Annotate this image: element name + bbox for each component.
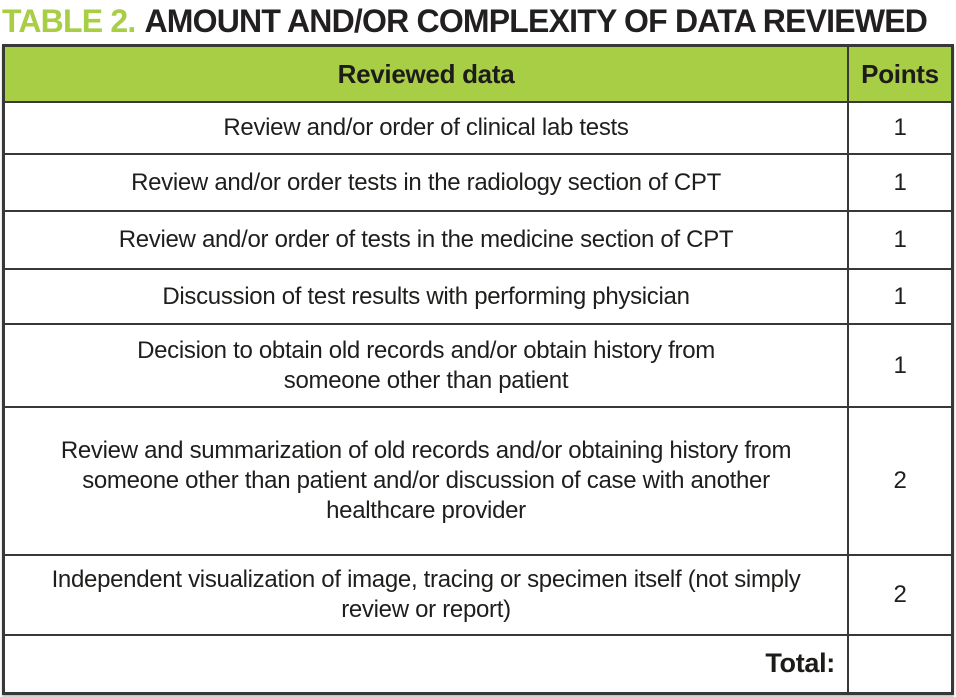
table-row: [5, 101, 951, 153]
table-header-row: [5, 47, 951, 101]
row-points: 1: [893, 168, 907, 196]
row-label-text: Independent visualization of image, tracing or specimen itself (not simply review or report): [51, 566, 801, 623]
row-label: [5, 212, 849, 268]
row-label: [5, 325, 849, 406]
row-label-text: Review and/or order tests in the radiology section of CPT: [131, 168, 721, 196]
column-header-points: Points: [861, 58, 939, 89]
row-points: 1: [893, 114, 907, 141]
row-label-text: Review and/or order of clinical lab tests: [223, 114, 629, 141]
total-row: [5, 634, 951, 692]
table-title: [0, 0, 956, 42]
row-label: [5, 155, 849, 210]
table-row: [5, 554, 951, 634]
table-number: TABLE 2.: [2, 2, 136, 39]
total-value-cell: [849, 636, 951, 692]
row-label: [5, 408, 849, 554]
row-label-text: Review and/or order of tests in the medicine section of CPT: [118, 226, 734, 253]
row-points: 1: [893, 226, 907, 253]
row-label-text: Review and summarization of old records and/or obtaining history from someone other than patient and/or discussion of case with another healthcare provider: [60, 437, 792, 524]
row-label-text: Decision to obtain old records and/or obtain history from someone other than patient: [137, 336, 715, 394]
row-points: 2: [893, 467, 907, 494]
table-row: [5, 323, 951, 406]
table-row: [5, 268, 951, 323]
row-points: 1: [893, 282, 907, 310]
table-row: [5, 406, 951, 554]
row-label: [5, 556, 849, 634]
row-points: 1: [893, 351, 907, 379]
table-title-text: AMOUNT AND/OR COMPLEXITY OF DATA REVIEWED: [144, 2, 928, 39]
column-header-reviewed-data: Reviewed data: [5, 47, 849, 101]
total-label: Total:: [5, 636, 849, 692]
table-row: [5, 153, 951, 210]
data-reviewed-table: [2, 44, 954, 695]
row-label: [5, 270, 849, 323]
row-label: [5, 103, 849, 153]
row-points: 2: [893, 581, 907, 608]
row-label-text: Discussion of test results with performing physician: [162, 282, 690, 310]
table-row: [5, 210, 951, 268]
